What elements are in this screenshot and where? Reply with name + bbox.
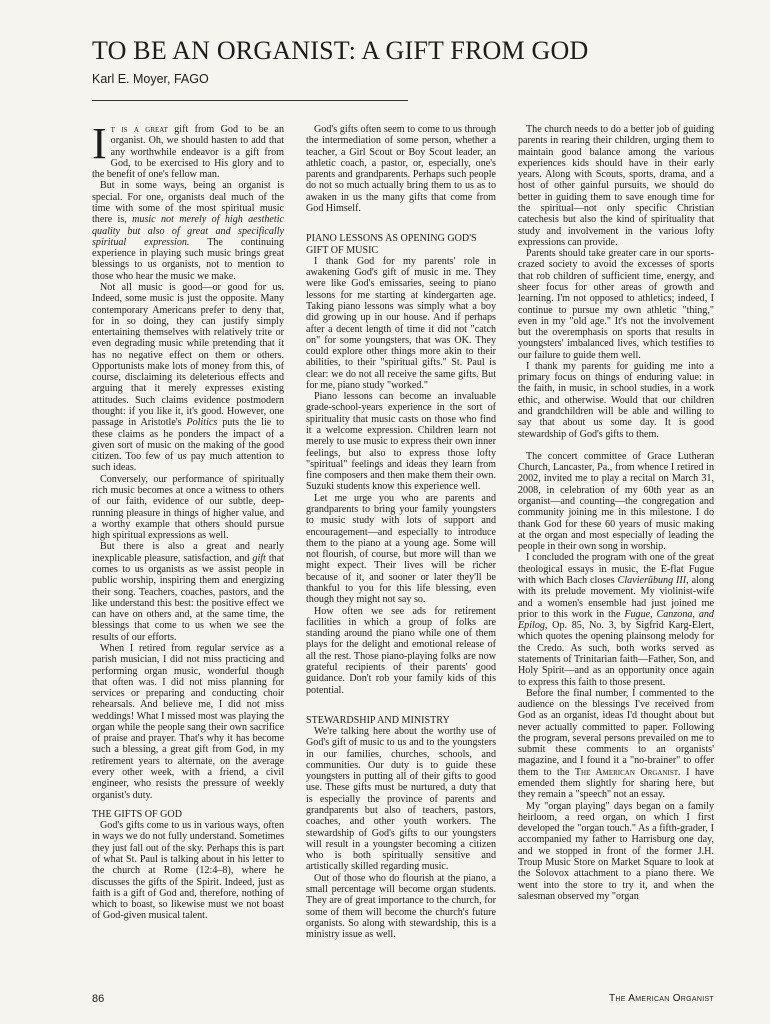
title-rule [92,100,408,101]
paragraph [92,124,284,180]
paragraph [92,282,284,474]
paragraph: How often we see ads for retirement facilities in which a group of folks are standing around the piano while one of them plays for the delight and emotional release of all the rest. Those piano-playing folks are now grateful recipients of their parents' good guidance. Don't rob your family kids of this potential. [306,605,496,696]
paragraph-text: that comes to us organists as we assist people in public worship, inspiring them and energizing their song. Teachers, coaches, pastors, and the like understand this best: the positive effect we can have on others and, at the same time, the blessings that come to us when we see the results of our efforts. [92,552,284,643]
lead-in: t is a great [110,124,168,135]
paragraph: Parents should take greater care in our sports-crazed society to avoid the excesses of sports that rob children of sufficient time, energy, and sheer focus for other areas of growth and learning. I'm not opposed to athletics; indeed, I continue to pursue my own athletic "thing," even in my "old age." It's not the involvement but the overemphasis on sports that results in youngsters' imbalanced lives, which testifies to our failure to guide them well. [518,248,714,361]
paragraph: Out of those who do flourish at the piano, a small percentage will become organ students. They are of great importance to the church, for some of them will become the church's future organists. So along with stewardship, this is a ministry issue as well. [306,872,496,941]
paragraph-text: The continuing experience in playing such music brings great blessings to us organists, not to mention to those who hear the music we make. [92,236,284,282]
paragraph: Piano lessons can become an invaluable grade-school-years experience in the sort of spirituality that music casts on those who find it a welcome expression. Children learn not merely to use music to express their own inner feelings, but also to express those lofty "spiritual" feelings and ideas they learn from fine composers and then make them their own. Suzuki students know this experience well. [306,391,496,493]
drop-cap: I [92,124,107,168]
paragraph-text: But in some ways, being an organist is special. For one, organists deal much of the time with some of the most spiritual music there is, [92,180,284,226]
paragraph: God's gifts come to us in various ways, often in ways we do not fully understand. Sometimes they just fall out of the sky. Perhaps this is part of what St. Paul is talking about in his letter to the church at Rome (12:4–8), where he discusses the gifts of the Spirit. Indeed, just as faith is a gift of God and, therefore, nothing of which to boast, so likewise must we not boast of God-given musical talent. [92,820,284,922]
section-heading: STEWARDSHIP AND MINISTRY [306,714,450,726]
section-heading: PIANO LESSONS AS OPENING GOD'S GIFT OF MUSIC [306,233,477,256]
paragraph: The church needs to do a better job of guiding parents in rearing their children, urging them to maintain good balance among the various experiences kids should have in their early years. Along with Scouts, sports, drama, and a host of other gainful pursuits, we should do better in guiding them to save enough time for the spiritual—not only specific Christian catechesis but also the kind of spirituality that study and involvement in the various lofty expressions can provide. [518,124,714,248]
spacer [518,440,714,451]
page-number: 86 [92,993,105,1005]
paragraph-text: But there is also a great and nearly inexplicable pleasure, satisfaction, and [92,541,284,564]
paragraph-text: Not all music is good—or good for us. Indeed, some music is just the opposite. Many contemporary Americans prefer to deny that, for in so doing, they can justify simply entertaining themselves with relatively trite or even degrading music while pretending that it has no negative effect on them or others. Opportunists make lots of money from this, of course, disclaiming its deleterious effects and arguing that it merely expresses existing attitudes. Such claims evidence postmodern thought: if you like it, it's good. However, one passage in Aristotle's [92,281,284,429]
section-heading: THE GIFTS OF GOD [92,808,183,820]
article-byline: Karl E. Moyer, FAGO [92,72,209,86]
paragraph-text: Before the final number, I commented to the audience on the blessings I've received from God as an organist, ideas I'd thought about but never actually committed to paper. Following the program, several persons prevailed on me to submit these comments to an organists' magazine, and I found it a "no-brainer" to offer them to the [518,687,714,778]
paragraph: We're talking here about the worthy use of God's gift of music to us and to the youngsters in our families, churches, schools, and communities. Our duty is to guide these youngsters in putting all of their gifts to good use. These gifts must be nurtured, a duty that is especially the province of parents and grandparents but also of teachers, pastors, coaches, and other youth workers. The stewardship of God's gifts to our youngsters will result in a youngster becoming a citizen who is both spiritually sensitive and artistically skilled regarding music. [306,726,496,873]
column-2 [306,124,496,982]
paragraph [92,541,284,643]
magazine-name-inline: The American Organist. [574,766,681,778]
paragraph [518,688,714,801]
spacer [306,214,496,225]
paragraph: I thank my parents for guiding me into a primary focus on things of enduring value: in the faith, in music, in school studies, in a work ethic, and otherwise. Would that our children and grandchildren will be able and willing to say that about us some day. It is good stewardship of God's gifts to them. [518,360,714,440]
paragraph: The concert committee of Grace Lutheran Church, Lancaster, Pa., from whence I retired in 2002, invited me to play a recital on March 31, 2008, in celebration of my 60th year as an organist—and counting—the congregation and community joining me in this milestone. I do thank God for these 60 years of music making at the organ and most especially of leading the people in their own song in worship. [518,450,714,553]
paragraph-text: puts the lie to these claims as he ponders the impact of a given sort of music on the making of the good citizen. Too few of us pay much attention to such ideas. [92,417,284,474]
running-footer-magazine: The American Organist [609,993,714,1004]
paragraph-text: I have emended them slightly for sharing here, but they remain a "speech" not an essay. [518,766,714,801]
italic-text: Fugue, Canzona, and Epilog, [518,608,714,632]
paragraph: I thank God for my parents' role in awakening God's gift of music in me. They were like God's emissaries, seeing to piano lessons for me starting at kindergarten age. Taking piano lessons was simply what a boy did growing up in our house. And if perhaps after a decent length of time it did not "catch on" for some youngsters, that was OK. They could explore other things more akin to their abilities, to their "spiritual gifts." St. Paul is clear: we do not all receive the same gifts. But for me, piano study "worked." [306,255,496,391]
paragraph: When I retired from regular service as a parish musician, I did not miss practicing and performing organ music, wonderful though that often was. I did not miss planning for services or preparing and conducting choir rehearsals. And believe me, I did not miss weddings! What I missed most was playing the organ while the people sang their own sacrifice of praise and prayer. That's why it has become such a blessing, a great gift from God, in my retirement years to alternate, on the average every other week, with a friend, a civil engineer, who resists the pressure of weekly organist's duty. [92,642,284,801]
paragraph [92,180,284,282]
paragraph: Conversely, our performance of spiritually rich music becomes at once a witness to others of our faith, evidence of our subtle, deep-running pleasure in things of higher value, and a worthy example that others should pursue high spiritual expressions as well. [92,473,284,542]
paragraph-text: gift from God to be an organist. Oh, we should hasten to add that any worthwhile endeavor is a gift from God, to be exercised to His glory and to the benefit of one's fellow man. [92,124,284,181]
paragraph: Let me urge you who are parents and grandparents to bring your family youngsters to music study with lots of support and encouragement—and especially to introduce them to the piano at a young age. Some will not flourish, of course, but more will than we might expect. Their lives will be richer because of it, and sooner or later they'll be thankful to you for this life blessing, even though they might not say so. [306,492,496,606]
spacer [306,696,496,707]
paragraph-text: Op. 85, No. 3, by Sigfrid Karg-Elert, which quotes the opening plainsong melody for the Credo. As such, both works served as statements of Trinitarian faith—Father, Son, and Holy Spirit—and as an opportunity once again to express this faith to those present. [518,620,714,688]
column-3 [518,124,714,982]
italic-text: music not merely of high aesthetic quality but also of great and specifically spiritual expression. [92,214,284,248]
italic-text: gift [252,552,266,564]
paragraph: God's gifts often seem to come to us through the intermediation of some person, whether a teacher, a Girl Scout or Boy Scout leader, an athletic coach, a pastor, or, especially, one's parents and grandparents. Perhaps such people do not so much actually bring them to us as to awaken in us the many gifts that come from God Himself. [306,124,496,214]
italic-text: Politics [186,417,218,429]
italic-text: Clavierübung III, [617,574,689,586]
paragraph-text: I concluded the program with one of the great theological essays in music, the E-flat Fugue with which Bach closes [518,552,714,586]
paragraph: My "organ playing" days began on a family heirloom, a reed organ, on which I first developed the "organ touch." As a fifth-grader, I accompanied my father to Harrisburg one day, and we stopped in front of the former J.H. Troup Music Store on Market Square to look at the Solovox attachment to a piano there. We went into the store to try it, and when the salesman observed my "organ [518,800,714,902]
paragraph [518,552,714,687]
article-title: TO BE AN ORGANIST: A GIFT FROM GOD [92,36,589,65]
column-1 [92,124,284,982]
paragraph-text: along with its prelude movement. My violinist-wife and a women's ensemble had just joined me prior to this work in the [518,574,714,620]
